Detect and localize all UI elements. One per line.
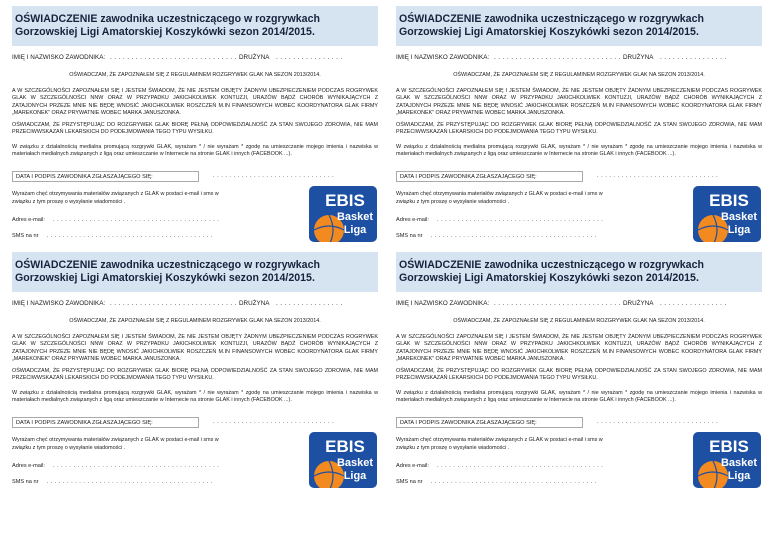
logo-text-liga: Liga xyxy=(727,224,751,236)
media-consent-statement: W związku z działalnością medialna promującą rozgrywki GLAK, wyrażam * / nie wyrażam * zgodę na umieszczanie mojego imienia i nazwiska w materiałach medialnych związanych z ligą oraz umieszczanie w Internecie na stronie GLAK i innych (FACEBOOK ...). xyxy=(396,390,762,404)
media-consent-statement: W związku z działalnością medialna promującą rozgrywki GLAK, wyrażam * / nie wyrażam * zgodę na umieszczanie mojego imienia i nazwiska w materiałach medialnych związanych z ligą oraz umieszczanie w Internecie na stronie GLAK i innych (FACEBOOK ...). xyxy=(396,144,762,158)
email-field[interactable]: . . . . . . . . . . . . . . . . . . . . . . . . . . . . . . . . . . . . . . . . . xyxy=(436,463,604,469)
signature-label-box xyxy=(396,417,583,428)
signature-label-box xyxy=(12,171,199,182)
ebis-basket-liga-logo xyxy=(309,432,377,488)
email-label: Adres e-mail: xyxy=(396,217,429,223)
team-label: DRUŻYNA xyxy=(623,300,654,307)
email-row xyxy=(396,217,603,223)
logo-text-ebis: EBIS xyxy=(325,437,365,456)
signature-label: DATA I PODPIS ZAWODNIKA ZGŁASZAJĄCEGO SIĘ: xyxy=(16,174,153,180)
email-field[interactable]: . . . . . . . . . . . . . . . . . . . . . . . . . . . . . . . . . . . . . . . . . xyxy=(52,463,220,469)
rules-statement: OŚWIADCZAM, ŻE ZAPOZNAŁEM SIĘ Z REGULAMINEM ROZGRYWEK GLAK NA SEZON 2013/2014. xyxy=(453,318,705,324)
email-field[interactable]: . . . . . . . . . . . . . . . . . . . . . . . . . . . . . . . . . . . . . . . . . xyxy=(436,217,604,223)
sms-field[interactable]: . . . . . . . . . . . . . . . . . . . . . . . . . . . . . . . . . . . . . . . . . xyxy=(46,479,213,485)
player-name-field[interactable]: . . . . . . . . . . . . . . . . . . . . . . . . . . . . . . . . xyxy=(494,300,630,307)
rules-statement: OŚWIADCZAM, ŻE ZAPOZNAŁEM SIĘ Z REGULAMINEM ROZGRYWEK GLAK NA SEZON 2013/2014. xyxy=(69,318,321,324)
declaration-form xyxy=(12,250,378,512)
team-label: DRUŻYNA xyxy=(623,54,654,61)
team-label: DRUŻYNA xyxy=(239,54,270,61)
form-title: OŚWIADCZENIE zawodnika uczestniczącego w rozgrywkach Gorzowskiej Ligi Amatorskiej Koszykówki sezon 2014/2015. xyxy=(15,258,320,284)
team-field[interactable]: . . . . . . . . . . . . . . . . xyxy=(660,54,727,61)
email-row xyxy=(12,463,219,469)
health-statement: OŚWIADCZAM, ŻE PRZYSTĘPUJĄC DO ROZGRYWEK GLAK BIORĘ PEŁNĄ ODPOWIEDZIALNOŚĆ ZA STAN SWOJEGO ZDROWIA, NIE MAM PRZECIWWSKAZAŃ LEKARSKICH DO PODEJMOWANIA TEGO TYPU WYSIŁKU. xyxy=(396,368,762,382)
sms-field[interactable]: . . . . . . . . . . . . . . . . . . . . . . . . . . . . . . . . . . . . . . . . . xyxy=(430,233,597,239)
ebis-basket-liga-logo xyxy=(693,186,761,242)
sms-row xyxy=(12,479,213,485)
sms-row xyxy=(396,479,597,485)
form-title: OŚWIADCZENIE zawodnika uczestniczącego w rozgrywkach Gorzowskiej Ligi Amatorskiej Koszykówki sezon 2014/2015. xyxy=(399,258,704,284)
declaration-form xyxy=(396,4,762,266)
form-title: OŚWIADCZENIE zawodnika uczestniczącego w rozgrywkach Gorzowskiej Ligi Amatorskiej Koszykówki sezon 2014/2015. xyxy=(399,12,704,38)
email-label: Adres e-mail: xyxy=(396,463,429,469)
logo-text-basket: Basket xyxy=(336,457,374,469)
signature-label-box xyxy=(12,417,199,428)
contact-consent: Wyrażam chęć otrzymywania materiałów związanych z GLAK w postaci e-mail i sms w związku z tym proszę o wysyłanie wiadomości . xyxy=(396,437,603,451)
sms-label: SMS na nr xyxy=(12,479,39,485)
player-name-label: IMIĘ I NAZWISKO ZAWODNIKA: xyxy=(396,300,490,307)
signature-field[interactable]: . . . . . . . . . . . . . . . . . . . . . . . . . . . . . . xyxy=(213,419,335,425)
logo-text-basket: Basket xyxy=(720,211,758,223)
player-name-field[interactable]: . . . . . . . . . . . . . . . . . . . . . . . . . . . . . . . . xyxy=(110,300,246,307)
contact-consent: Wyrażam chęć otrzymywania materiałów związanych z GLAK w postaci e-mail i sms w związku z tym proszę o wysyłanie wiadomości . xyxy=(396,191,603,205)
declaration-form xyxy=(396,250,762,512)
logo-text-basket: Basket xyxy=(720,457,758,469)
team-label: DRUŻYNA xyxy=(239,300,270,307)
insurance-statement: A W SZCZEGÓLNOŚCI ZAPOZNAŁEM SIĘ I JESTEM ŚWIADOM, ŻE NIE JESTEM OBJĘTY ŻADNYM UBEZPIECZENIEM PODCZAS ROGRYWEK GLAK W SZCZEGÓLNOŚCI NNW ORAZ W PRZYPADKU JAKICHKOLWIEK KONTUZJI, URAZÓW BĄDŹ CHORÓB WYNIKAJĄCYCH Z ZATAJONYCH PRZEZE MNIE NIE BĘDĘ WNOSIĆ JAKICHKOLWIEK ROSZCZEŃ M.IN FINANSOWYCH WOBEC KOORDYNATORA GLAK FIRMY „MAREKONEK” ORAZ PRYWATNIE WOBEC MARKA JANUSZONKA. xyxy=(12,88,378,117)
form-title: OŚWIADCZENIE zawodnika uczestniczącego w rozgrywkach Gorzowskiej Ligi Amatorskiej Koszykówki sezon 2014/2015. xyxy=(15,12,320,38)
logo-text-liga: Liga xyxy=(727,470,751,482)
email-label: Adres e-mail: xyxy=(12,463,45,469)
player-name-field[interactable]: . . . . . . . . . . . . . . . . . . . . . . . . . . . . . . . . xyxy=(494,54,630,61)
rules-statement: OŚWIADCZAM, ŻE ZAPOZNAŁEM SIĘ Z REGULAMINEM ROZGRYWEK GLAK NA SEZON 2013/2014. xyxy=(453,72,705,78)
signature-field[interactable]: . . . . . . . . . . . . . . . . . . . . . . . . . . . . . . xyxy=(213,173,335,179)
logo-text-ebis: EBIS xyxy=(709,437,749,456)
email-row xyxy=(396,463,603,469)
logo-text-ebis: EBIS xyxy=(709,191,749,210)
signature-label: DATA I PODPIS ZAWODNIKA ZGŁASZAJĄCEGO SIĘ: xyxy=(400,174,537,180)
form-header xyxy=(12,252,378,292)
health-statement: OŚWIADCZAM, ŻE PRZYSTĘPUJĄC DO ROZGRYWEK GLAK BIORĘ PEŁNĄ ODPOWIEDZIALNOŚĆ ZA STAN SWOJEGO ZDROWIA, NIE MAM PRZECIWWSKAZAŃ LEKARSKICH DO PODEJMOWANIA TEGO TYPU WYSIŁKU. xyxy=(12,368,378,382)
logo-text-liga: Liga xyxy=(343,224,367,236)
team-field[interactable]: . . . . . . . . . . . . . . . . xyxy=(660,300,727,307)
sms-label: SMS na nr xyxy=(396,479,423,485)
form-header xyxy=(396,6,762,46)
sms-label: SMS na nr xyxy=(396,233,423,239)
contact-consent: Wyrażam chęć otrzymywania materiałów związanych z GLAK w postaci e-mail i sms w związku z tym proszę o wysyłanie wiadomości . xyxy=(12,437,219,451)
insurance-statement: A W SZCZEGÓLNOŚCI ZAPOZNAŁEM SIĘ I JESTEM ŚWIADOM, ŻE NIE JESTEM OBJĘTY ŻADNYM UBEZPIECZENIEM PODCZAS ROGRYWEK GLAK W SZCZEGÓLNOŚCI NNW ORAZ W PRZYPADKU JAKICHKOLWIEK KONTUZJI, URAZÓW BĄDŹ CHORÓB WYNIKAJĄCYCH Z ZATAJONYCH PRZEZE MNIE NIE BĘDĘ WNOSIĆ JAKICHKOLWIEK ROSZCZEŃ M.IN FINANSOWYCH WOBEC KOORDYNATORA GLAK FIRMY „MAREKONEK” ORAZ PRYWATNIE WOBEC MARKA JANUSZONKA. xyxy=(12,334,378,363)
ebis-basket-liga-logo xyxy=(693,432,761,488)
form-header xyxy=(396,252,762,292)
sms-row xyxy=(12,233,213,239)
signature-label: DATA I PODPIS ZAWODNIKA ZGŁASZAJĄCEGO SIĘ: xyxy=(400,420,537,426)
rules-statement: OŚWIADCZAM, ŻE ZAPOZNAŁEM SIĘ Z REGULAMINEM ROZGRYWEK GLAK NA SEZON 2013/2014. xyxy=(69,72,321,78)
logo-text-liga: Liga xyxy=(343,470,367,482)
player-name-label: IMIĘ I NAZWISKO ZAWODNIKA: xyxy=(396,54,490,61)
logo-text-basket: Basket xyxy=(336,211,374,223)
insurance-statement: A W SZCZEGÓLNOŚCI ZAPOZNAŁEM SIĘ I JESTEM ŚWIADOM, ŻE NIE JESTEM OBJĘTY ŻADNYM UBEZPIECZENIEM PODCZAS ROGRYWEK GLAK W SZCZEGÓLNOŚCI NNW ORAZ W PRZYPADKU JAKICHKOLWIEK KONTUZJI, URAZÓW BĄDŹ CHORÓB WYNIKAJĄCYCH Z ZATAJONYCH PRZEZE MNIE NIE BĘDĘ WNOSIĆ JAKICHKOLWIEK ROSZCZEŃ M.IN FINANSOWYCH WOBEC KOORDYNATORA GLAK FIRMY „MAREKONEK” ORAZ PRYWATNIE WOBEC MARKA JANUSZONKA. xyxy=(396,334,762,363)
signature-field[interactable]: . . . . . . . . . . . . . . . . . . . . . . . . . . . . . . xyxy=(597,419,719,425)
signature-field[interactable]: . . . . . . . . . . . . . . . . . . . . . . . . . . . . . . xyxy=(597,173,719,179)
media-consent-statement: W związku z działalnością medialna promującą rozgrywki GLAK, wyrażam * / nie wyrażam * zgodę na umieszczanie mojego imienia i nazwiska w materiałach medialnych związanych z ligą oraz umieszczanie w Internecie na stronie GLAK i innych (FACEBOOK ...). xyxy=(12,390,378,404)
sms-field[interactable]: . . . . . . . . . . . . . . . . . . . . . . . . . . . . . . . . . . . . . . . . . xyxy=(46,233,213,239)
player-name-field[interactable]: . . . . . . . . . . . . . . . . . . . . . . . . . . . . . . . . xyxy=(110,54,246,61)
sms-field[interactable]: . . . . . . . . . . . . . . . . . . . . . . . . . . . . . . . . . . . . . . . . . xyxy=(430,479,597,485)
logo-text-ebis: EBIS xyxy=(325,191,365,210)
media-consent-statement: W związku z działalnością medialna promującą rozgrywki GLAK, wyrażam * / nie wyrażam * zgodę na umieszczanie mojego imienia i nazwiska w materiałach medialnych związanych z ligą oraz umieszczanie w Internecie na stronie GLAK i innych (FACEBOOK ...). xyxy=(12,144,378,158)
insurance-statement: A W SZCZEGÓLNOŚCI ZAPOZNAŁEM SIĘ I JESTEM ŚWIADOM, ŻE NIE JESTEM OBJĘTY ŻADNYM UBEZPIECZENIEM PODCZAS ROGRYWEK GLAK W SZCZEGÓLNOŚCI NNW ORAZ W PRZYPADKU JAKICHKOLWIEK KONTUZJI, URAZÓW BĄDŹ CHORÓB WYNIKAJĄCYCH Z ZATAJONYCH PRZEZE MNIE NIE BĘDĘ WNOSIĆ JAKICHKOLWIEK ROSZCZEŃ M.IN FINANSOWYCH WOBEC KOORDYNATORA GLAK FIRMY „MAREKONEK” ORAZ PRYWATNIE WOBEC MARKA JANUSZONKA. xyxy=(396,88,762,117)
email-label: Adres e-mail: xyxy=(12,217,45,223)
signature-label: DATA I PODPIS ZAWODNIKA ZGŁASZAJĄCEGO SIĘ: xyxy=(16,420,153,426)
player-name-label: IMIĘ I NAZWISKO ZAWODNIKA: xyxy=(12,300,106,307)
contact-consent: Wyrażam chęć otrzymywania materiałów związanych z GLAK w postaci e-mail i sms w związku z tym proszę o wysyłanie wiadomości . xyxy=(12,191,219,205)
form-header xyxy=(12,6,378,46)
ebis-basket-liga-logo xyxy=(309,186,377,242)
player-name-label: IMIĘ I NAZWISKO ZAWODNIKA: xyxy=(12,54,106,61)
sms-label: SMS na nr xyxy=(12,233,39,239)
declaration-form xyxy=(12,4,378,266)
health-statement: OŚWIADCZAM, ŻE PRZYSTĘPUJĄC DO ROZGRYWEK GLAK BIORĘ PEŁNĄ ODPOWIEDZIALNOŚĆ ZA STAN SWOJEGO ZDROWIA, NIE MAM PRZECIWWSKAZAŃ LEKARSKICH DO PODEJMOWANIA TEGO TYPU WYSIŁKU. xyxy=(396,122,762,136)
signature-label-box xyxy=(396,171,583,182)
health-statement: OŚWIADCZAM, ŻE PRZYSTĘPUJĄC DO ROZGRYWEK GLAK BIORĘ PEŁNĄ ODPOWIEDZIALNOŚĆ ZA STAN SWOJEGO ZDROWIA, NIE MAM PRZECIWWSKAZAŃ LEKARSKICH DO PODEJMOWANIA TEGO TYPU WYSIŁKU. xyxy=(12,122,378,136)
email-field[interactable]: . . . . . . . . . . . . . . . . . . . . . . . . . . . . . . . . . . . . . . . . . xyxy=(52,217,220,223)
sms-row xyxy=(396,233,597,239)
team-field[interactable]: . . . . . . . . . . . . . . . . xyxy=(276,300,343,307)
email-row xyxy=(12,217,219,223)
team-field[interactable]: . . . . . . . . . . . . . . . . xyxy=(276,54,343,61)
